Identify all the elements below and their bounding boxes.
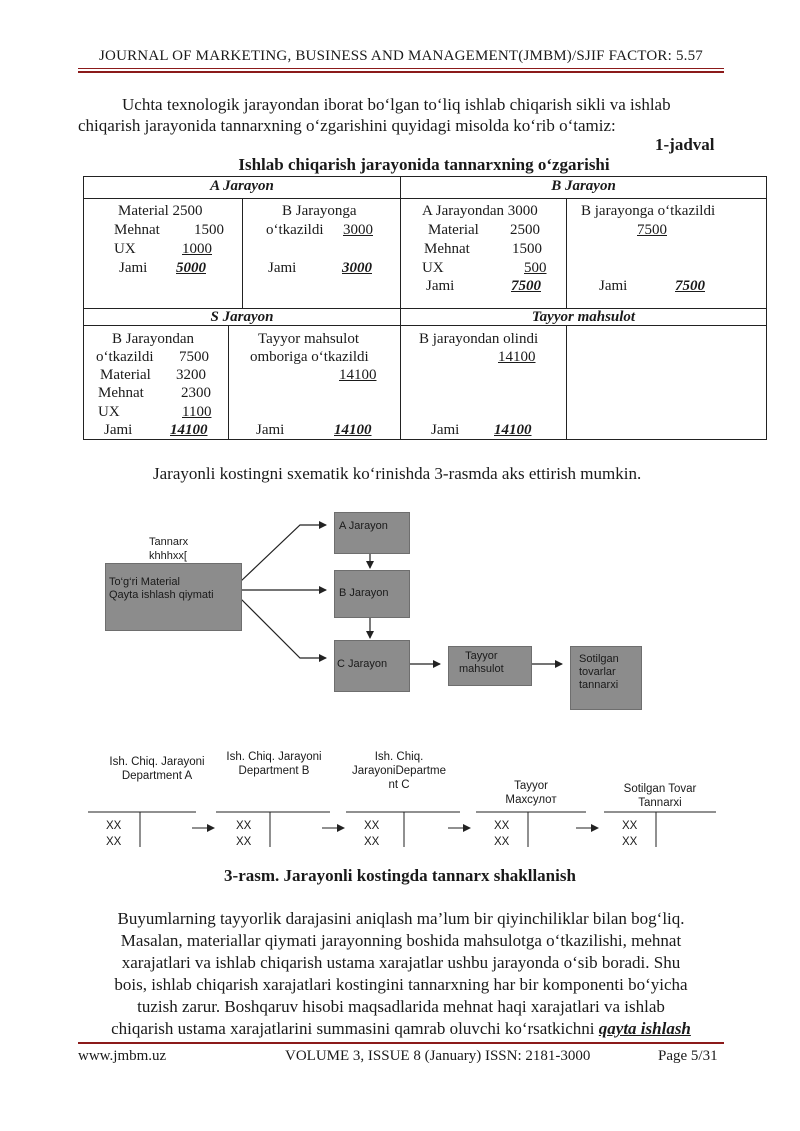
cogs-box-line-2: tovarlar <box>579 666 616 678</box>
a-credit-jami-label: Jami <box>268 260 297 276</box>
s-credit-label-2: omboriga o‘tkazildi <box>250 349 369 365</box>
body-line-3: xarajatlari va ishlab chiqarish ustama xarajatlar ushbu jarayonda o‘sib boradi. Shu <box>121 953 681 972</box>
a-debit-mehnat-label: Mehnat <box>114 222 160 238</box>
taccount-cogs-line-1: Sotilgan Tovar <box>623 783 697 795</box>
footer-page: Page 5/31 <box>658 1048 718 1064</box>
b-debit-jami-value: 7500 <box>511 278 541 294</box>
taccount-cogs-line-2: Tannarxi <box>638 797 682 809</box>
s-debit-jami-value: 14100 <box>170 422 208 438</box>
taccount-b-line-2: Department B <box>238 765 310 777</box>
table-label: 1-jadval <box>655 135 715 154</box>
s-debit-from-b: B Jarayondan <box>112 331 195 347</box>
intro-line-1: Uchta texnologik jarayondan iborat bo‘lgan to‘liq ishlab chiqarish sikli va ishlab <box>122 95 671 114</box>
b-debit-mehnat-label: Mehnat <box>424 241 470 257</box>
s-debit-ux-label: UX <box>98 404 120 420</box>
b-debit-material-label: Material <box>428 222 479 238</box>
figure-caption: 3-rasm. Jarayonli kostingda tannarx shakllanish <box>224 866 576 885</box>
b-debit-material-value: 2500 <box>510 222 540 238</box>
b-jarayon-header: B Jarayon <box>551 178 616 194</box>
taccount-label-a <box>95 755 219 783</box>
s-credit-jami-value: 14100 <box>334 422 372 438</box>
cogs-box-line-1: Sotilgan <box>579 653 619 665</box>
schema-text: Jarayonli kostingni sxematik ko‘rinishda 3-rasmda aks ettirish mumkin. <box>153 464 642 483</box>
taccount-a-line-1: Ish. Chiq. Jarayoni <box>109 756 205 768</box>
taccount-finished-line-1: Tayyor <box>514 780 548 792</box>
xx-c: XX XX <box>364 820 380 848</box>
body-line-4: bois, ishlab chiqarish xarajatlari kostingini tannarxning har bir komponenti bo‘yicha <box>114 975 688 994</box>
process-c-label: C Jarayon <box>337 658 388 670</box>
taccount-a-line-2: Department A <box>121 770 193 782</box>
xx-a: XX XX <box>106 820 122 848</box>
body-line-6-emphasis: qayta ishlash <box>598 1019 691 1038</box>
a-jarayon-header: A Jarayon <box>210 178 274 194</box>
a-debit-mehnat-value: 1500 <box>194 222 224 238</box>
intro-line-2: chiqarish jarayonida tannarxning o‘zgarishini quyidagi misolda ko‘rib o‘tamiz: <box>78 116 616 135</box>
t-debit-label: B jarayondan olindi <box>419 331 539 347</box>
b-debit-ux-label: UX <box>422 260 444 276</box>
s-debit-otkazildi-label: o‘tkazildi <box>96 349 154 365</box>
finished-goods-box <box>448 646 532 686</box>
body-line-1: Buyumlarning tayyorlik darajasini aniqlash ma’lum bir qiyinchiliklar bilan bog‘liq. <box>117 909 685 928</box>
taccount-label-cogs <box>604 782 716 810</box>
process-a-label: A Jarayon <box>339 520 388 532</box>
taccount-c-line-1: Ish. Chiq. <box>374 751 424 763</box>
process-c-box <box>334 640 410 692</box>
a-debit-ux-label: UX <box>114 241 136 257</box>
t-debit-jami-label: Jami <box>431 422 460 438</box>
footer-rule <box>78 1042 724 1044</box>
a-credit-label: B Jarayonga <box>282 203 357 219</box>
b-credit-jami-label: Jami <box>599 278 628 294</box>
cost-label-line-2: khhhxx[ <box>149 550 187 562</box>
source-costs-box <box>105 563 242 631</box>
a-debit-material: Material 2500 <box>118 203 203 219</box>
taccount-finished-line-2: Махсулот <box>505 794 557 806</box>
b-debit-from-a: A Jarayondan 3000 <box>422 203 538 219</box>
s-debit-material-label: Material <box>100 367 151 383</box>
b-debit-mehnat-value: 1500 <box>512 241 542 257</box>
footer-url: www.jmbm.uz <box>78 1048 167 1064</box>
xx-cogs: XX XX <box>622 820 638 848</box>
xx-finished: XX XX <box>494 820 510 848</box>
s-debit-mehnat-value: 2300 <box>181 385 211 401</box>
taccount-label-finished <box>476 779 586 807</box>
b-credit-value: 7500 <box>637 222 667 238</box>
journal-header: JOURNAL OF MARKETING, BUSINESS AND MANAGEMENT(JMBM)/SJIF FACTOR: 5.57 <box>99 48 703 64</box>
t-debit-value: 14100 <box>498 349 536 365</box>
finished-box-line-2: mahsulot <box>459 663 504 675</box>
body-line-6 <box>78 1018 724 1040</box>
taccount-c-line-3: nt C <box>388 779 410 791</box>
s-debit-jami-label: Jami <box>104 422 133 438</box>
b-debit-ux-value: 500 <box>524 260 547 276</box>
taccount-c-line-2: JarayoniDepartme <box>352 765 446 777</box>
body-line-6-text: chiqarish ustama xarajatlarini summasini qamrab oluvchi ko‘rsatkichni <box>111 1019 599 1038</box>
s-debit-material-value: 3200 <box>176 367 206 383</box>
source-box-line-1: To‘g‘ri Material <box>109 576 180 588</box>
b-credit-jami-value: 7500 <box>675 278 705 294</box>
taccount-b-line-1: Ish. Chiq. Jarayoni <box>226 751 322 763</box>
b-credit-label: B jarayonga o‘tkazildi <box>581 203 716 219</box>
tayyor-mahsulot-header: Tayyor mahsulot <box>531 309 636 325</box>
cogs-box <box>570 646 642 710</box>
cost-label <box>149 535 188 563</box>
a-credit-value: 3000 <box>343 222 373 238</box>
footer-issue: VOLUME 3, ISSUE 8 (January) ISSN: 2181-3000 <box>285 1048 591 1064</box>
finished-box-line-1: Tayyor <box>465 650 498 662</box>
b-debit-jami-label: Jami <box>426 278 455 294</box>
source-box-line-2: Qayta ishlash qiymati <box>109 589 214 601</box>
a-debit-jami-value: 5000 <box>176 260 206 276</box>
s-credit-label-1: Tayyor mahsulot <box>258 331 360 347</box>
table-title: Ishlab chiqarish jarayonida tannarxning o‘zgarishi <box>238 155 610 174</box>
s-debit-ux-value: 1100 <box>182 404 212 420</box>
s-jarayon-header: S Jarayon <box>210 309 274 325</box>
taccount-label-c <box>340 750 458 792</box>
a-credit-jami-value: 3000 <box>342 260 372 276</box>
process-b-label: B Jarayon <box>339 587 389 599</box>
process-a-box <box>334 512 410 554</box>
t-debit-jami-value: 14100 <box>494 422 532 438</box>
process-b-box <box>334 570 410 618</box>
a-debit-ux-value: 1000 <box>182 241 212 257</box>
cost-label-line-1: Tannarx <box>149 536 189 548</box>
s-debit-mehnat-label: Mehnat <box>98 385 144 401</box>
a-credit-otkazildi: o‘tkazildi <box>266 222 324 238</box>
cogs-box-line-3: tannarxi <box>579 679 619 691</box>
s-credit-value: 14100 <box>339 367 377 383</box>
a-debit-jami-label: Jami <box>119 260 148 276</box>
body-line-5: tuzish zarur. Boshqaruv hisobi maqsadlarida mehnat haqi xarajatlari va ishlab <box>137 997 665 1016</box>
xx-b: XX XX <box>236 820 252 848</box>
taccount-label-b <box>212 750 336 778</box>
s-credit-jami-label: Jami <box>256 422 285 438</box>
body-line-2: Masalan, materiallar qiymati jarayonning boshida mahsulotga o‘tkazilishi, mehnat <box>120 931 682 950</box>
s-debit-otkazildi-value: 7500 <box>179 349 209 365</box>
